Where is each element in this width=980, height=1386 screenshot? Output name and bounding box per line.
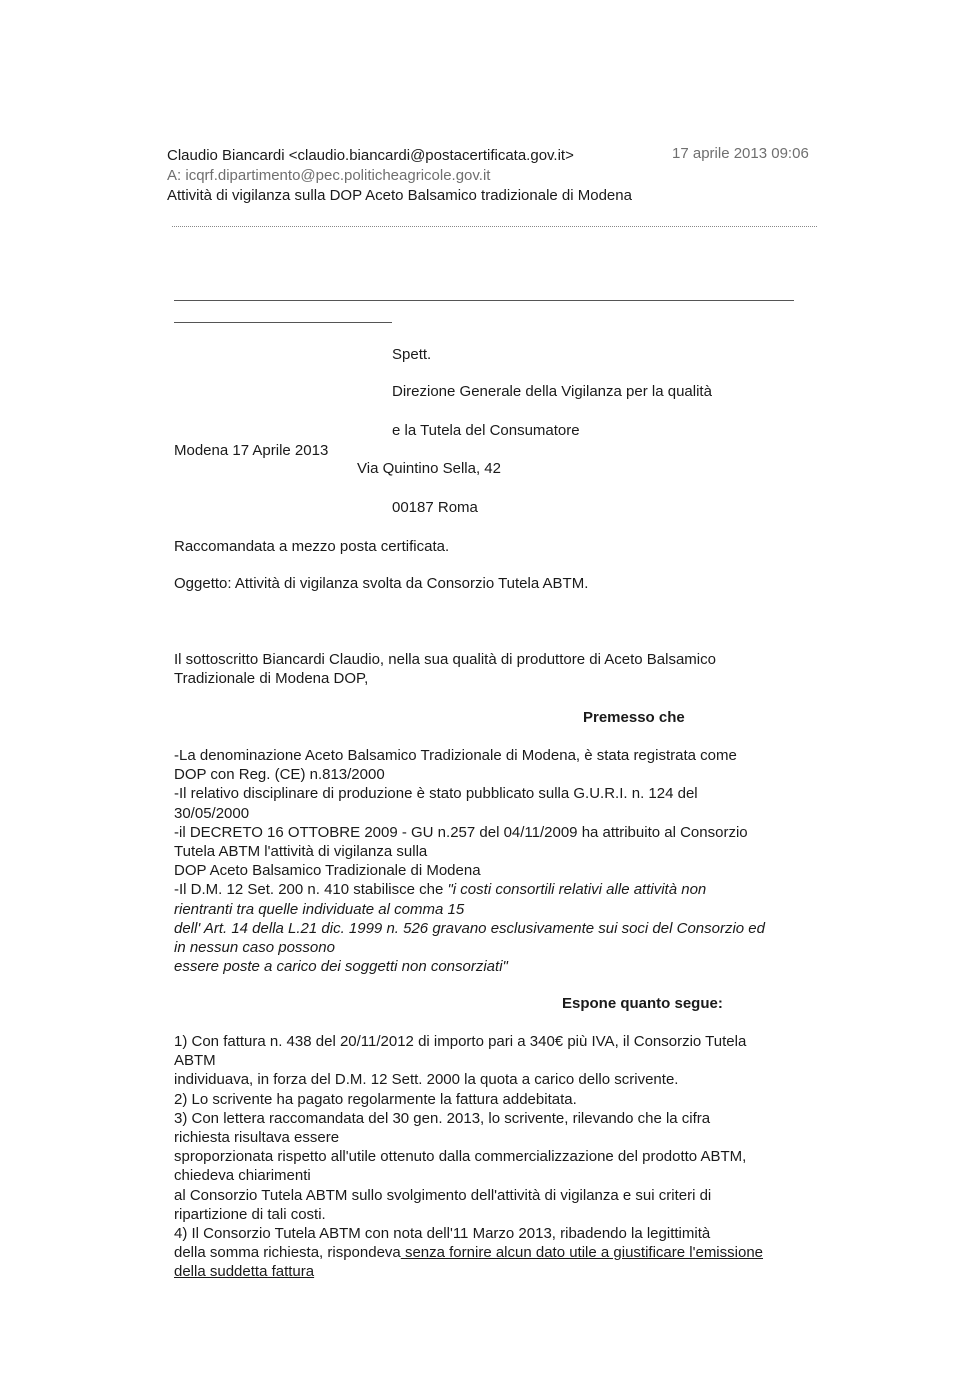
premesso-block: [174, 746, 834, 976]
espone-line: individuava, in forza del D.M. 12 Sett. 2000 la quota a carico dello scrivente.: [174, 1071, 679, 1089]
place-date: Modena 17 Aprile 2013: [174, 442, 329, 459]
final-underlined-line: della suddetta fattura: [174, 1263, 315, 1281]
final-underlined: senza fornire alcun dato utile a giustificare l'emissione: [400, 1244, 764, 1262]
email-date: 17 aprile 2013 09:06: [672, 145, 809, 162]
final-line: [174, 1243, 834, 1262]
premesso-line: DOP con Reg. (CE) n.813/2000: [174, 766, 385, 784]
email-subject: Attività di vigilanza sulla DOP Aceto Balsamico tradizionale di Modena: [167, 187, 632, 204]
dm-quote-line: rientranti tra quelle individuate al comma 15: [174, 900, 465, 918]
dm-quote-line: dell' Art. 14 della L.21 dic. 1999 n. 526 gravano esclusivamente sui soci del Consorzio ed: [174, 919, 765, 937]
dm-lead: -Il D.M. 12 Set. 200 n. 410 stabilisce che: [174, 881, 448, 899]
email-sender: Claudio Biancardi <claudio.biancardi@postacertificata.gov.it>: [167, 147, 574, 164]
espone-line: 2) Lo scrivente ha pagato regolarmente la fattura addebitata.: [174, 1090, 577, 1108]
recipient-salutation: Spett.: [392, 346, 432, 363]
subject-line: Oggetto: Attività di vigilanza svolta da Consorzio Tutela ABTM.: [174, 575, 589, 592]
espone-line: 3) Con lettera raccomandata del 30 gen. 2013, lo scrivente, rilevando che la cifra: [174, 1109, 711, 1127]
espone-line: al Consorzio Tutela ABTM sullo svolgimento dell'attività di vigilanza e sui criteri di: [174, 1186, 712, 1204]
espone-block: [174, 1032, 834, 1282]
recipient-address: icqrf.dipartimento@pec.politicheagricole.gov.it: [185, 167, 491, 184]
recipient-line-2: e la Tutela del Consumatore: [392, 422, 580, 439]
espone-line: ABTM: [174, 1052, 216, 1070]
premesso-line: -il DECRETO 16 OTTOBRE 2009 - GU n.257 del 04/11/2009 ha attribuito al Consorzio: [174, 823, 748, 841]
espone-line: chiedeva chiarimenti: [174, 1167, 311, 1185]
espone-line: richiesta risultava essere: [174, 1129, 340, 1147]
premesso-line: DOP Aceto Balsamico Tradizionale di Modena: [174, 862, 481, 880]
header-divider: [172, 226, 817, 227]
recipient-address: Via Quintino Sella, 42: [357, 460, 501, 477]
premesso-line: 30/05/2000: [174, 804, 250, 822]
rule-short: [174, 322, 392, 323]
intro-line: Il sottoscritto Biancardi Claudio, nella sua qualità di produttore di Aceto Balsamico: [174, 651, 716, 668]
delivery-note: Raccomandata a mezzo posta certificata.: [174, 538, 450, 555]
dm-quote: "i costi consortili relativi alle attività non: [447, 881, 707, 899]
recipient-label: A:: [167, 167, 182, 184]
recipient-city: 00187 Roma: [392, 499, 478, 516]
premesso-line: -La denominazione Aceto Balsamico Tradizionale di Modena, è stata registrata come: [174, 747, 737, 764]
intro-paragraph: [174, 650, 834, 688]
intro-line: Tradizionale di Modena DOP,: [174, 670, 369, 688]
email-recipient-line: [167, 166, 490, 185]
premesso-line: -Il relativo disciplinare di produzione è stato pubblicato sulla G.U.R.I. n. 124 del: [174, 785, 698, 803]
dm-line: [174, 880, 834, 899]
espone-heading: Espone quanto segue:: [562, 995, 723, 1012]
premesso-heading: Premesso che: [583, 709, 685, 726]
recipient-line-1: Direzione Generale della Vigilanza per la qualità: [392, 383, 712, 400]
dm-quote-line: essere poste a carico dei soggetti non consorziati": [174, 958, 508, 976]
rule-long: [174, 300, 794, 301]
espone-line: sproporzionata rispetto all'utile ottenuto dalla commercializzazione del prodotto ABTM,: [174, 1148, 747, 1166]
dm-quote-line: in nessun caso possono: [174, 939, 335, 957]
espone-line: ripartizione di tali costi.: [174, 1205, 326, 1223]
espone-line: 1) Con fattura n. 438 del 20/11/2012 di importo pari a 340€ più IVA, il Consorzio Tutela: [174, 1033, 747, 1050]
final-lead: della somma richiesta, rispondeva: [174, 1244, 401, 1262]
premesso-line: Tutela ABTM l'attività di vigilanza sulla: [174, 843, 428, 861]
espone-line: 4) Il Consorzio Tutela ABTM con nota dell'11 Marzo 2013, ribadendo la legittimità: [174, 1225, 711, 1243]
